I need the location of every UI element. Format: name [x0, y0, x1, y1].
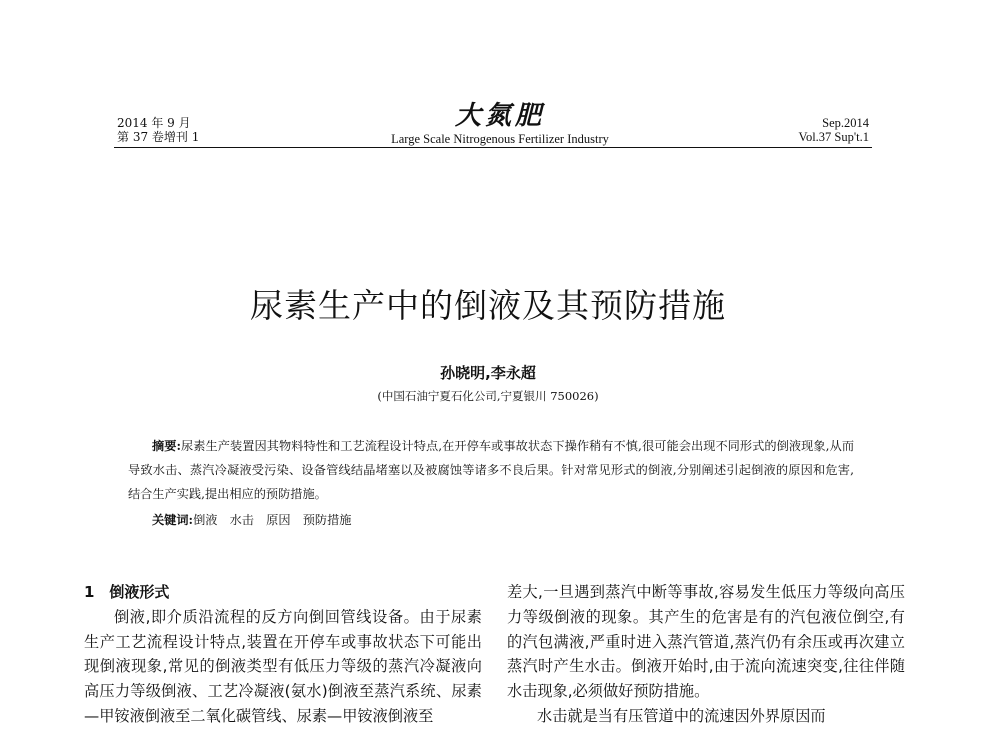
abstract-block [128, 434, 854, 506]
journal-masthead [300, 102, 700, 146]
body-right-column [507, 580, 905, 729]
header-issue-info-en [799, 116, 869, 144]
section-1-heading: 1 倒液形式 [84, 583, 170, 601]
article-title: 尿素生产中的倒液及其预防措施 [250, 286, 726, 325]
header-issue-info [117, 116, 199, 144]
abstract-label: 摘要: [152, 439, 181, 453]
body-paragraph: 倒液,即介质沿流程的反方向倒回管线设备。由于尿素生产工艺流程设计特点,装置在开停车或事故状态下可能出现倒液现象,常见的倒液类型有低压力等级的蒸汽冷凝液向高压力等级倒液、工艺冷凝液(氨水)倒液至蒸汽系统、尿素—甲铵液倒液至二氧化碳管线、尿素—甲铵液倒液至 [84, 607, 482, 725]
header-date-en: Sep.2014 [822, 116, 869, 130]
body-left-column [84, 580, 482, 729]
journal-english-name: Large Scale Nitrogenous Fertilizer Industry [391, 132, 609, 146]
header-divider [114, 147, 872, 148]
header-volume-cn: 第 37 卷增刊 1 [117, 130, 200, 144]
body-paragraph: 水击就是当有压管道中的流速因外界原因而 [537, 706, 826, 725]
abstract-text: 尿素生产装置因其物料特性和工艺流程设计特点,在开停车或事故状态下操作稍有不慎,很可能会出现不同形式的倒液现象,从而导致水击、蒸汽冷凝液受污染、设备管线结晶堵塞以及被腐蚀等诸多不良后果。针对常见形式的倒液,分别阐述引起倒液的原因和危害,结合生产实践,提出相应的预防措施。 [128, 439, 855, 501]
keywords-label: 关键词: [152, 513, 194, 527]
body-paragraph-continued: 差大,一旦遇到蒸汽中断等事故,容易发生低压力等级向高压力等级倒液的现象。其产生的危害是有的汽包液位倒空,有的汽包满液,严重时进入蒸汽管道,蒸汽仍有余压或再次建立蒸汽时产生水击。倒液开始时,由于流向流速突变,往往伴随水击现象,必须做好预防措施。 [507, 583, 905, 701]
header-volume-en: Vol.37 Sup't.1 [798, 130, 869, 144]
article-authors: 孙晓明,李永超 [440, 364, 536, 382]
header-date-cn: 2014 年 9 月 [117, 116, 191, 130]
keywords-block [152, 508, 352, 532]
journal-calligraphy-logo: 大氮肥 [454, 101, 545, 131]
keywords-text: 倒液 水击 原因 预防措施 [193, 513, 352, 527]
article-affiliation: (中国石油宁夏石化公司,宁夏银川 750026) [377, 389, 599, 403]
